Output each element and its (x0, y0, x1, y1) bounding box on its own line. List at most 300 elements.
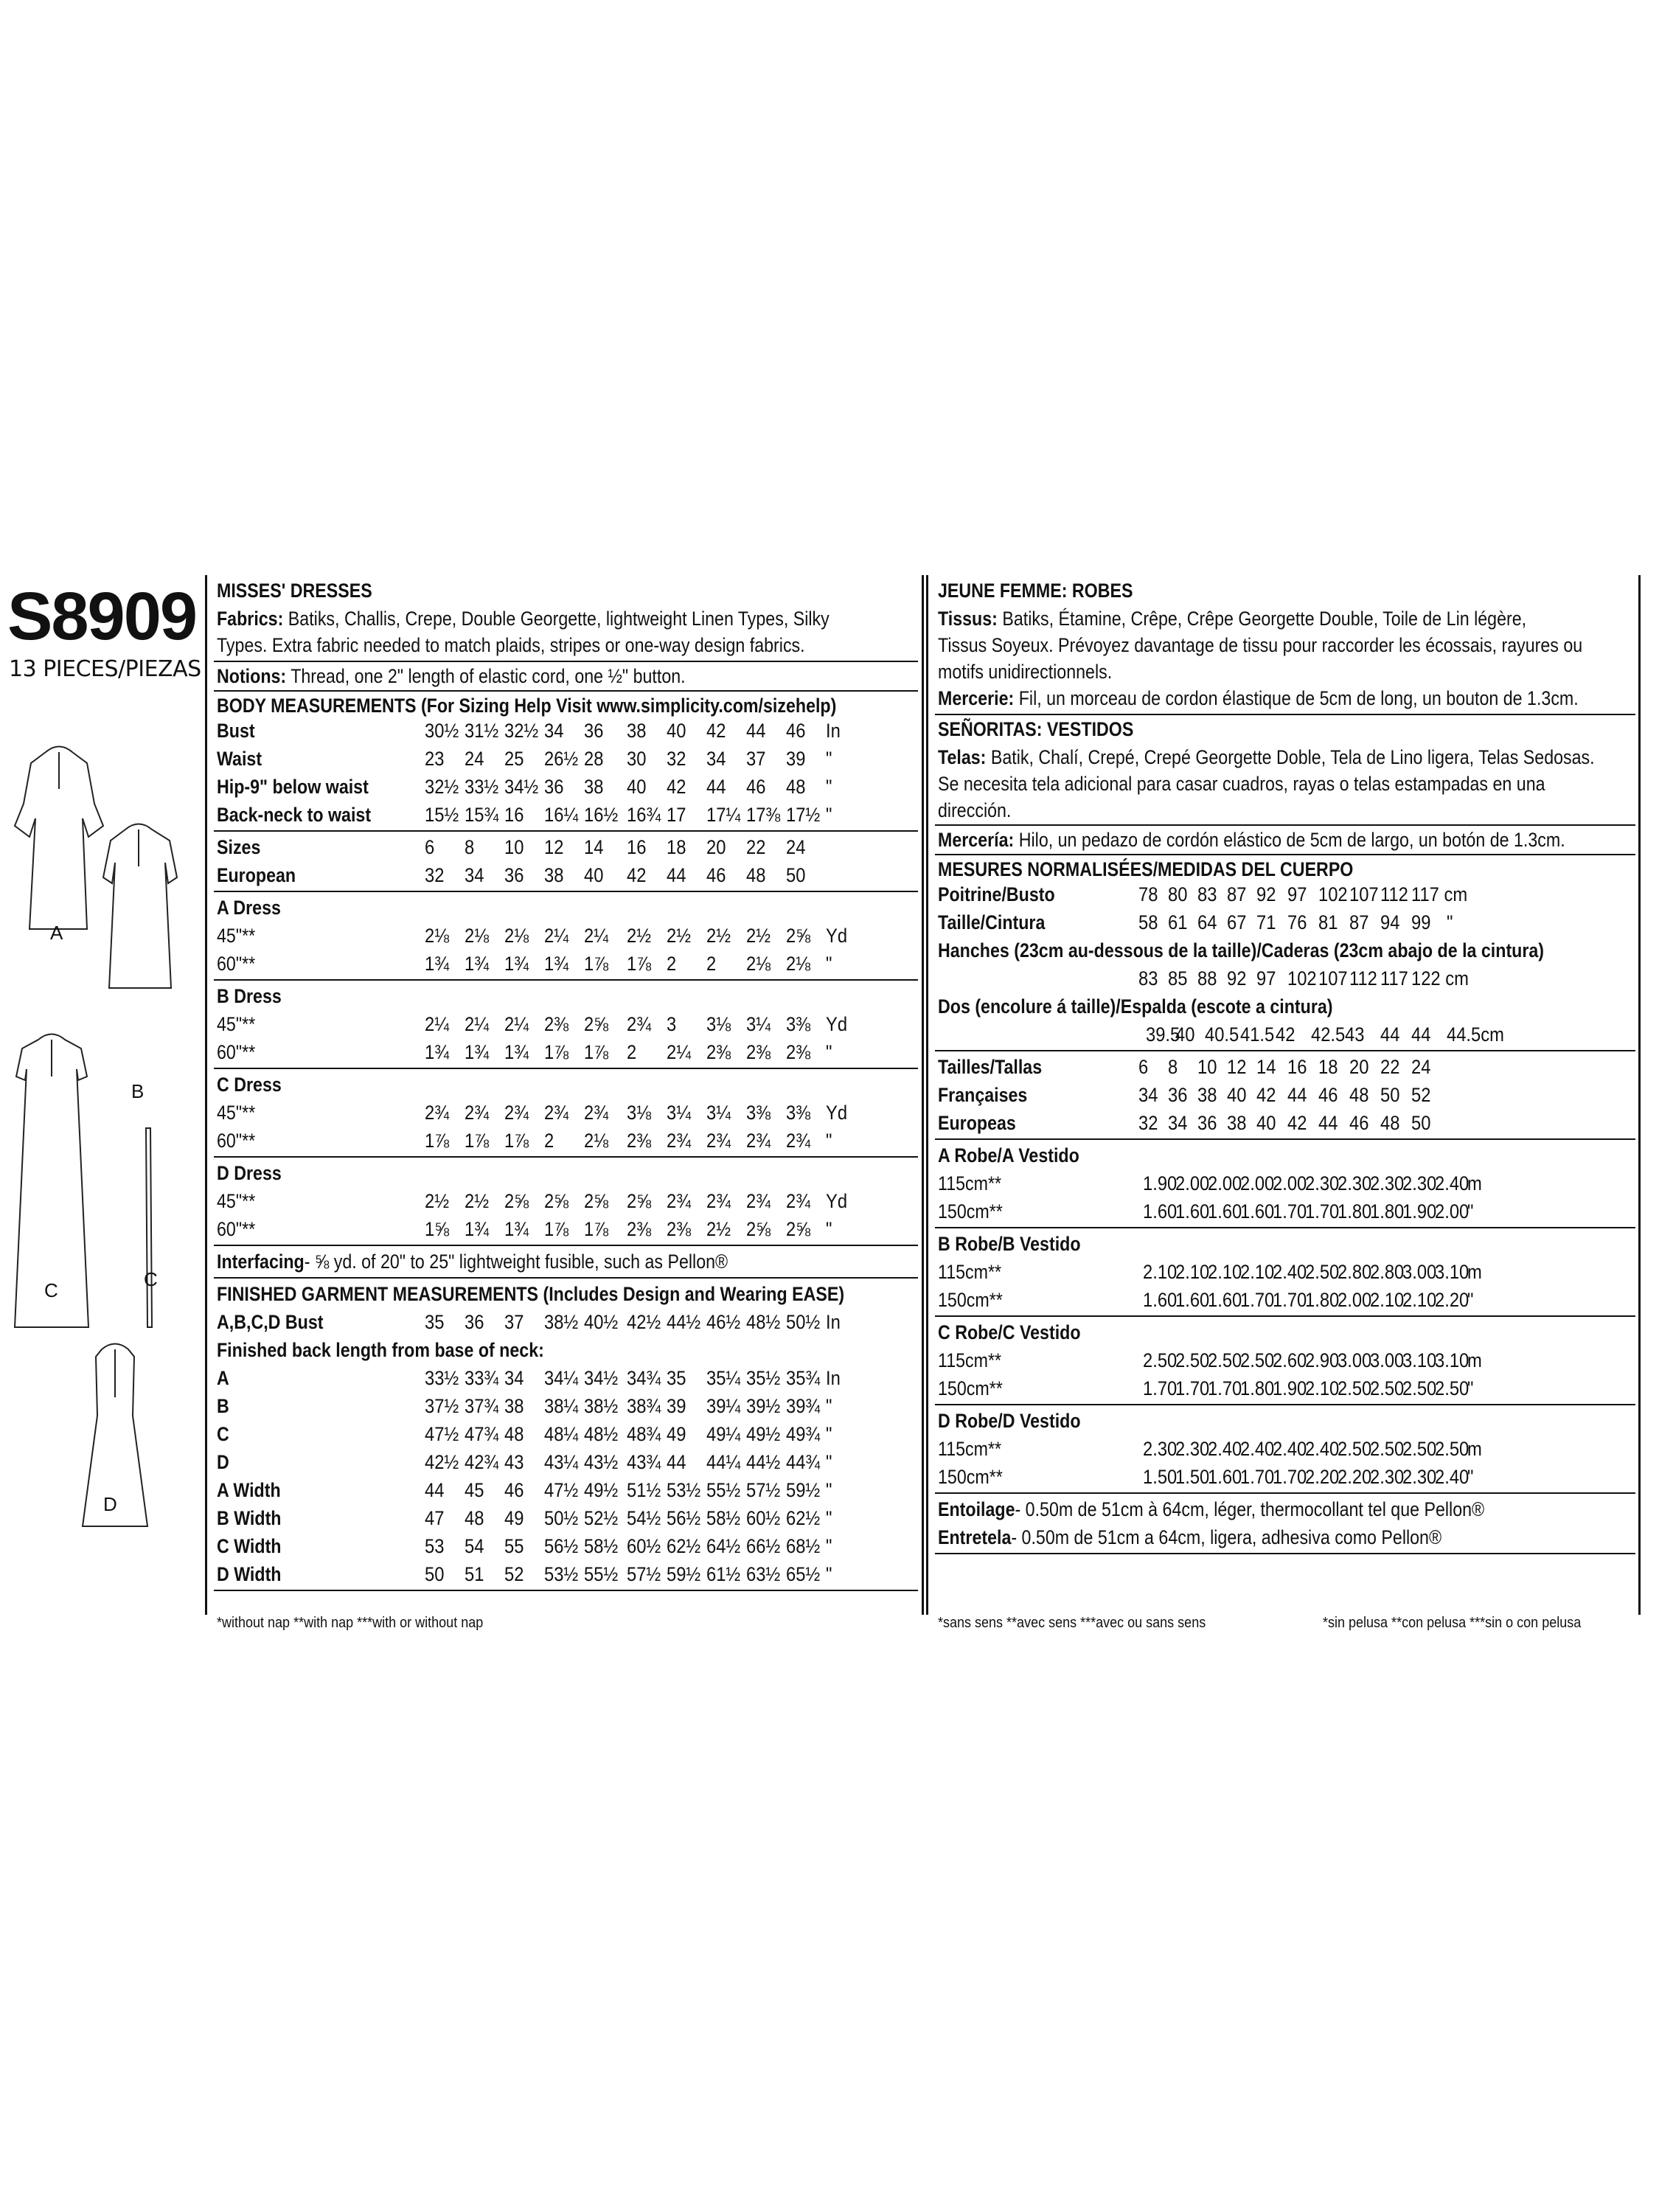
cell: 122 cm (1411, 967, 1469, 990)
table-row (217, 861, 910, 889)
cell: Yd (826, 1102, 848, 1124)
cell: 40 (1227, 1084, 1247, 1106)
table-row (217, 1476, 910, 1504)
cell: 2.50 (1402, 1438, 1437, 1460)
cell: 44.5cm (1447, 1023, 1504, 1046)
cell: 16¼ (544, 804, 579, 826)
cell: 52 (504, 1563, 524, 1585)
cell: 92 (1256, 883, 1276, 905)
cell: Yd (826, 1013, 848, 1035)
cell: 2¾ (425, 1102, 450, 1124)
cell: 1.80 (1305, 1289, 1340, 1311)
cell: 41.5 (1240, 1023, 1275, 1046)
notions-text: Thread, one 2" length of elastic cord, one ½" button. (291, 665, 686, 687)
cell: 2.00 (1240, 1172, 1275, 1194)
table-row (217, 1392, 910, 1420)
cell: " (826, 776, 832, 798)
rule (935, 1138, 1635, 1140)
entretela-text: - 0.50m de 51cm a 64cm, ligera, adhesiva como Pellon® (1011, 1526, 1442, 1548)
cell: 17 (667, 804, 686, 826)
cell: 48 (504, 1423, 524, 1445)
cell: 48¼ (544, 1423, 579, 1445)
row-label: 115cm** (938, 1349, 1002, 1371)
cell: 37½ (425, 1395, 459, 1417)
cell: 52 (1411, 1084, 1431, 1106)
cell: 2⅛ (786, 953, 811, 975)
cell: 60½ (627, 1535, 661, 1557)
cell: 87 (1349, 911, 1369, 933)
cell: 24 (465, 748, 484, 770)
cell: 1⅞ (465, 1130, 490, 1152)
sketch-label-c-tie: C (144, 1268, 158, 1290)
cell: Yd (826, 925, 848, 947)
cell: 42 (706, 720, 726, 742)
section-title: A Robe/A Vestido (938, 1144, 1079, 1166)
cell: 3.00 (1338, 1349, 1372, 1371)
row-label: Tailles/Tallas (938, 1056, 1043, 1078)
cell: 39 (667, 1395, 686, 1417)
cell: 54 (465, 1535, 484, 1557)
cell: 2.40 (1273, 1438, 1307, 1460)
cell: 2⅝ (627, 1190, 652, 1212)
cell: 23 (425, 748, 445, 770)
cell: 1.90 (1402, 1200, 1437, 1222)
interfacing-line (217, 1248, 728, 1276)
cell: 50½ (544, 1507, 579, 1529)
cell: 2½ (425, 1190, 450, 1212)
cell: 3¼ (706, 1102, 731, 1124)
cell: 45 (465, 1479, 484, 1501)
table-row (938, 1169, 1631, 1197)
entretela-label: Entretela (938, 1526, 1012, 1548)
cell: 43¼ (544, 1451, 579, 1473)
fabrics-line-1 (217, 605, 830, 633)
cell: 2¾ (667, 1130, 692, 1152)
table-row (217, 745, 910, 773)
cell: 2¼ (544, 925, 569, 947)
cell: 1.70 (1273, 1466, 1307, 1488)
table-row (938, 1463, 1631, 1491)
row-label: Sizes (217, 836, 261, 858)
cell: 107 (1349, 883, 1379, 905)
cell: 46 (1318, 1084, 1338, 1106)
cell: 1⅞ (504, 1130, 529, 1152)
cell: 1.80 (1338, 1200, 1372, 1222)
cell: 42 (1256, 1084, 1276, 1106)
cell: 42 (1276, 1023, 1295, 1046)
cell: 50 (1411, 1112, 1431, 1134)
cell: 2.10 (1305, 1377, 1340, 1399)
cell: 44 (1287, 1084, 1307, 1106)
cell: 35¼ (706, 1367, 741, 1389)
rule (935, 1315, 1635, 1317)
section-title: Finished back length from base of neck: (217, 1339, 544, 1361)
cell: 3¼ (667, 1102, 692, 1124)
cell: " (1467, 1377, 1474, 1399)
cell: 1¾ (504, 953, 529, 975)
cell: 2⅛ (425, 925, 450, 947)
cell: 17½ (786, 804, 821, 826)
cell: 2¼ (504, 1013, 529, 1035)
cell: 32½ (504, 720, 539, 742)
cell: 38 (1197, 1084, 1217, 1106)
cell: 63½ (746, 1563, 781, 1585)
cell: m (1467, 1438, 1482, 1460)
cell: 6 (1138, 1056, 1149, 1078)
table-row (938, 1109, 1631, 1137)
cell: " (826, 1423, 832, 1445)
row-label: Poitrine/Busto (938, 883, 1055, 905)
cell: 2⅝ (746, 1218, 771, 1240)
cell: 2⅝ (544, 1190, 569, 1212)
cell: 14 (584, 836, 604, 858)
cell: 48 (1380, 1112, 1400, 1134)
row-label: 150cm** (938, 1200, 1003, 1222)
cell: " (826, 1041, 832, 1063)
table-row (938, 1053, 1631, 1081)
cell: 32 (425, 864, 445, 886)
table-row (217, 801, 910, 829)
cell: 1⅝ (425, 1218, 450, 1240)
cell: 33¾ (465, 1367, 499, 1389)
cell: 81 (1318, 911, 1338, 933)
cell: 97 (1287, 883, 1307, 905)
section-title: D Robe/D Vestido (938, 1410, 1081, 1432)
rule (214, 1277, 918, 1279)
sketch-label-c: C (44, 1279, 58, 1301)
cell: 57½ (746, 1479, 781, 1501)
cell: In (826, 1367, 841, 1389)
cell: 16½ (584, 804, 619, 826)
cell: 61 (1168, 911, 1188, 933)
cell: 2⅝ (786, 925, 811, 947)
telas-line-1 (938, 743, 1595, 771)
divider-mid-2 (926, 575, 928, 1615)
cell: 53 (425, 1535, 445, 1557)
cell: 49¾ (786, 1423, 821, 1445)
cell: 38¾ (627, 1395, 661, 1417)
cell: 31½ (465, 720, 499, 742)
cell: 38 (627, 720, 647, 742)
table-row (938, 1081, 1631, 1109)
cell: 2.10 (1402, 1289, 1437, 1311)
cell: 1¾ (425, 953, 450, 975)
cell: 2¾ (706, 1190, 731, 1212)
cell: 30 (627, 748, 647, 770)
fabrics-label: Fabrics: (217, 608, 284, 630)
cell: 2.90 (1305, 1349, 1340, 1371)
tissus-label: Tissus: (938, 608, 998, 630)
cell: 2⅝ (786, 1218, 811, 1240)
table-row (938, 1258, 1631, 1286)
cell: 47½ (425, 1423, 459, 1445)
cell: 46 (706, 864, 726, 886)
cell: 117 (1380, 967, 1408, 990)
cell: 16¾ (627, 804, 661, 826)
cell: 1.60 (1208, 1200, 1242, 1222)
cell: 2.30 (1402, 1172, 1437, 1194)
cell: 18 (667, 836, 686, 858)
cell: 40½ (584, 1311, 619, 1333)
cell: 1.90 (1273, 1377, 1307, 1399)
cell: 102 (1318, 883, 1348, 905)
cell: 48 (465, 1507, 484, 1529)
cell: 3 (667, 1013, 677, 1035)
cell: 2.30 (1175, 1438, 1210, 1460)
cell: 56½ (544, 1535, 579, 1557)
cell: 46 (504, 1479, 524, 1501)
footnote-fr: *sans sens **avec sens ***avec ou sans sens (938, 1615, 1206, 1631)
cell: 30½ (425, 720, 459, 742)
cell: 2 (544, 1130, 554, 1152)
cell: 48½ (584, 1423, 619, 1445)
merceria-line (938, 826, 1565, 854)
row-label: Back-neck to waist (217, 804, 372, 826)
cell: 36 (1197, 1112, 1217, 1134)
cell: 1⅞ (584, 1218, 609, 1240)
cell: 2.50 (1435, 1377, 1470, 1399)
cell: 3.00 (1402, 1261, 1437, 1283)
cell: " (826, 1479, 832, 1501)
cell: 2.00 (1273, 1172, 1307, 1194)
cell: 2.50 (1402, 1377, 1437, 1399)
cell: 2.50 (1305, 1261, 1340, 1283)
cell: 14 (1256, 1056, 1276, 1078)
telas-text: Batik, Chalí, Crepé, Crepé Georgette Doble, Tela de Lino ligera, Telas Sedosas. (990, 746, 1595, 768)
cell: 36 (584, 720, 604, 742)
cell: " (826, 1130, 832, 1152)
row-label: Waist (217, 748, 262, 770)
cell: 2.80 (1370, 1261, 1405, 1283)
row-label: Hip-9" below waist (217, 776, 369, 798)
cell: 40 (627, 776, 647, 798)
cell: 2⅜ (627, 1218, 652, 1240)
cell: 2.40 (1240, 1438, 1275, 1460)
cell: 39½ (746, 1395, 781, 1417)
cell: 112 (1349, 967, 1377, 990)
cell: 2¼ (584, 925, 609, 947)
cell: 2.50 (1208, 1349, 1242, 1371)
cell: 28 (584, 748, 604, 770)
cell: 64½ (706, 1535, 741, 1557)
cell: 34½ (504, 776, 539, 798)
cell: 1⅞ (544, 1218, 569, 1240)
cell: 50½ (786, 1311, 821, 1333)
telas-line-2: Se necesita tela adicional para casar cuadros, rayas o telas estampadas en una (938, 773, 1545, 795)
cell: 38½ (584, 1395, 619, 1417)
cell: 2.10 (1143, 1261, 1178, 1283)
cell: 3.10 (1435, 1261, 1470, 1283)
row-label: 60"** (217, 1218, 256, 1240)
cell: 34 (1138, 1084, 1158, 1106)
cell: 107 (1318, 967, 1348, 990)
cell: 1¾ (504, 1218, 529, 1240)
row-label: 115cm** (938, 1172, 1002, 1194)
cell: 52½ (584, 1507, 619, 1529)
cell: 44 (667, 1451, 686, 1473)
cell: 42 (1287, 1112, 1307, 1134)
cell: 2¾ (706, 1130, 731, 1152)
cell: 55½ (706, 1479, 741, 1501)
cell: 3⅜ (786, 1102, 811, 1124)
rule (935, 1404, 1635, 1405)
row-label: C (217, 1423, 229, 1445)
cell: 3.10 (1402, 1349, 1437, 1371)
cell: 1.60 (1143, 1200, 1178, 1222)
cell: 40 (584, 864, 604, 886)
cell: 59½ (786, 1479, 821, 1501)
cell: 44¾ (786, 1451, 821, 1473)
table-row (217, 1127, 910, 1155)
cell: 46 (746, 776, 766, 798)
cell: 44½ (746, 1451, 781, 1473)
cell: 34¼ (544, 1367, 579, 1389)
cell: 34 (504, 1367, 524, 1389)
table-row (938, 1374, 1631, 1402)
cell: " (826, 804, 832, 826)
row-label: Bust (217, 720, 255, 742)
cell: 2.10 (1370, 1289, 1405, 1311)
cell: 48 (786, 776, 806, 798)
cell: 35 (425, 1311, 445, 1333)
pieces-count: 13 PIECES/PIEZAS (9, 656, 201, 682)
row-label: 60"** (217, 1130, 256, 1152)
cell: " (826, 1507, 832, 1529)
cell: 42½ (425, 1451, 459, 1473)
cell: 2.20 (1435, 1289, 1470, 1311)
cell: 55½ (584, 1563, 619, 1585)
cell: 2½ (706, 1218, 731, 1240)
cell: 2.00 (1435, 1200, 1470, 1222)
row-label: Europeas (938, 1112, 1016, 1134)
cell: 47½ (544, 1479, 579, 1501)
cell: 2.00 (1208, 1172, 1242, 1194)
telas-line-3: dirección. (938, 799, 1012, 821)
cell: 37 (504, 1311, 524, 1333)
cell: 40.5 (1205, 1023, 1239, 1046)
cell: 26½ (544, 748, 579, 770)
cell: 64 (1197, 911, 1217, 933)
section-title: D Dress (217, 1162, 282, 1184)
cell: 16 (627, 836, 647, 858)
cell: 34½ (584, 1367, 619, 1389)
cell: 49½ (584, 1479, 619, 1501)
cell: 1⅞ (544, 1041, 569, 1063)
cell: " (826, 1395, 832, 1417)
cell: 1.90 (1143, 1172, 1178, 1194)
table-row (938, 964, 1631, 992)
cell: 1.60 (1143, 1289, 1178, 1311)
cell: 2 (627, 1041, 637, 1063)
table-row (217, 1215, 910, 1243)
cell: 2⅝ (504, 1190, 529, 1212)
cell: 99 (1411, 911, 1431, 933)
cell: 43 (504, 1451, 524, 1473)
cell: 20 (1349, 1056, 1369, 1078)
rule (214, 830, 918, 832)
cell: 44 (706, 776, 726, 798)
row-label: A Width (217, 1479, 281, 1501)
cell: 1.70 (1273, 1289, 1307, 1311)
cell: " (1467, 1200, 1474, 1222)
cell: 1.50 (1143, 1466, 1178, 1488)
cell: 2.10 (1240, 1261, 1275, 1283)
cell: 24 (786, 836, 806, 858)
cell: 2⅝ (584, 1190, 609, 1212)
cell: 2.30 (1370, 1466, 1405, 1488)
cell: 117 cm (1411, 883, 1468, 905)
row-label: B (217, 1395, 229, 1417)
interfacing-text: - ⅝ yd. of 20" to 25" lightweight fusible, such as Pellon® (304, 1251, 728, 1273)
cell: 42½ (627, 1311, 661, 1333)
cell: 55 (504, 1535, 524, 1557)
cell: 2¾ (465, 1102, 490, 1124)
cell: 1.70 (1240, 1466, 1275, 1488)
cell: 2½ (465, 1190, 490, 1212)
entoilage-text: - 0.50m de 51cm à 64cm, léger, thermocollant tel que Pellon® (1015, 1498, 1485, 1520)
cell: 2⅝ (584, 1013, 609, 1035)
fabrics-line-2: Types. Extra fabric needed to match plaids, stripes or one-way design fabrics. (217, 634, 805, 656)
cell: 43 (1345, 1023, 1365, 1046)
cell: 40 (667, 720, 686, 742)
cell: 8 (465, 836, 475, 858)
row-label: A,B,C,D Bust (217, 1311, 324, 1333)
cell: 3¼ (746, 1013, 771, 1035)
cell: 46½ (706, 1311, 741, 1333)
table-row (217, 1504, 910, 1532)
cell: 44 (1380, 1023, 1400, 1046)
cell: 2.30 (1143, 1438, 1178, 1460)
cell: 2½ (706, 925, 731, 947)
cell: 2.10 (1208, 1261, 1242, 1283)
cell: 35½ (746, 1367, 781, 1389)
cell: 2⅜ (746, 1041, 771, 1063)
cell: 46 (1349, 1112, 1369, 1134)
rule (935, 1227, 1635, 1228)
row-label: B Width (217, 1507, 282, 1529)
cell: 1¾ (544, 953, 569, 975)
garment-sketches (0, 708, 199, 1534)
cell: 2 (667, 953, 677, 975)
cell: m (1467, 1349, 1482, 1371)
cell: 48¾ (627, 1423, 661, 1445)
sketch-label-d: D (103, 1493, 117, 1515)
cell: " (1447, 911, 1453, 933)
table-row (938, 908, 1631, 936)
cell: 32 (1138, 1112, 1158, 1134)
cell: 54½ (627, 1507, 661, 1529)
cell: 65½ (786, 1563, 821, 1585)
cell: 1.60 (1240, 1200, 1275, 1222)
table-row (938, 1286, 1631, 1314)
cell: 44¼ (706, 1451, 741, 1473)
cell: 43½ (584, 1451, 619, 1473)
pattern-number: S8909 (7, 579, 197, 654)
section-title: Hanches (23cm au-dessous de la taille)/Caderas (23cm abajo de la cintura) (938, 939, 1545, 961)
row-label: 150cm** (938, 1466, 1003, 1488)
cell: 17⅜ (746, 804, 781, 826)
row-label: C Width (217, 1535, 282, 1557)
cell: 78 (1138, 883, 1158, 905)
mercerie-label: Mercerie: (938, 687, 1015, 709)
cell: 2¾ (746, 1130, 771, 1152)
row-label: European (217, 864, 296, 886)
cell: 2¼ (425, 1013, 450, 1035)
cell: 1⅞ (627, 953, 652, 975)
cell: 10 (504, 836, 524, 858)
notions-label: Notions: (217, 665, 287, 687)
cell: 3.00 (1370, 1349, 1405, 1371)
